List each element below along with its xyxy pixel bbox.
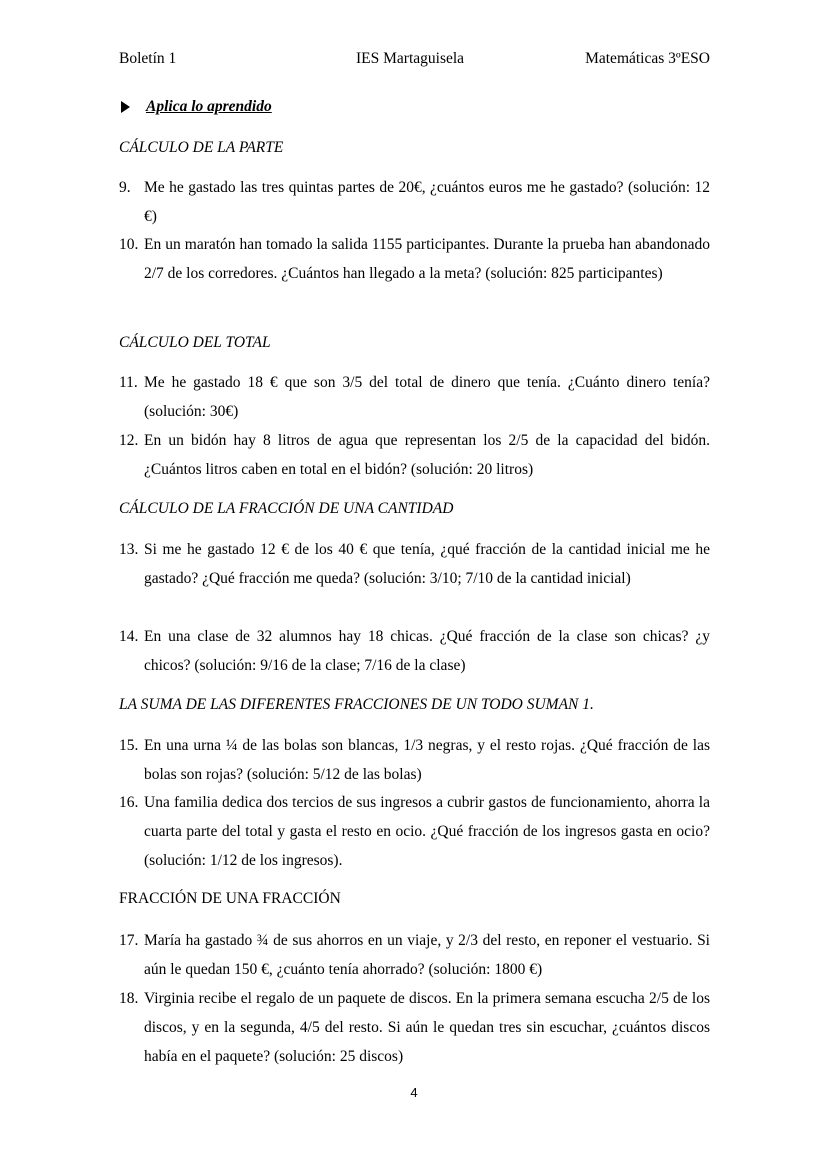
item-text: En una urna ¼ de las bolas son blancas, 1/3 negras, y el resto rojas. ¿Qué fracción de las bolas son rojas? (solución: 5/12 de las bolas) xyxy=(144,737,710,783)
item-number: 17. xyxy=(119,932,139,949)
list-item xyxy=(119,984,710,1071)
item-number: 14. xyxy=(119,628,139,645)
list-item xyxy=(119,535,710,593)
section-title: FRACCIÓN DE UNA FRACCIÓN xyxy=(119,890,341,907)
item-text: En un maratón han tomado la salida 1155 participantes. Durante la prueba han abandonado 2/7 de los corredores. ¿Cuántos han llegado a la meta? (solución: 825 participantes) xyxy=(144,236,710,282)
arrow-bullet-icon xyxy=(121,101,130,113)
item-text: En un bidón hay 8 litros de agua que representan los 2/5 de la capacidad del bidón. ¿Cuántos litros caben en total en el bidón? (solución: 20 litros) xyxy=(144,432,710,478)
section-title: CÁLCULO DE LA FRACCIÓN DE UNA CANTIDAD xyxy=(119,500,454,517)
item-text: Virginia recibe el regalo de un paquete de discos. En la primera semana escucha 2/5 de los discos, y en la segunda, 4/5 del resto. Si aún le quedan tres sin escuchar, ¿cuántos discos había en el paquete? (solución: 25 discos) xyxy=(144,990,710,1065)
item-text: Me he gastado 18 € que son 3/5 del total de dinero que tenía. ¿Cuánto dinero tenía? (solución: 30€) xyxy=(144,374,710,420)
list-item xyxy=(119,622,710,680)
header-left: Boletín 1 xyxy=(119,50,177,67)
item-text: María ha gastado ¾ de sus ahorros en un viaje, y 2/3 del resto, en reponer el vestuario. Si aún le quedan 150 €, ¿cuánto tenía ahorrado? (solución: 1800 €) xyxy=(144,932,710,978)
list-item xyxy=(119,788,710,875)
header-right: Matemáticas 3ºESO xyxy=(585,50,710,67)
section-title: CÁLCULO DEL TOTAL xyxy=(119,334,271,351)
list-item xyxy=(119,230,710,288)
item-number: 10. xyxy=(119,236,139,253)
item-number: 15. xyxy=(119,737,139,754)
item-text: Una familia dedica dos tercios de sus ingresos a cubrir gastos de funcionamiento, ahorra la cuarta parte del total y gasta el resto en ocio. ¿Qué fracción de los ingresos gasta en ocio? (solución: 1/12 de los ingresos). xyxy=(144,794,710,869)
item-number: 13. xyxy=(119,541,139,558)
list-item xyxy=(119,426,710,484)
item-text: Me he gastado las tres quintas partes de 20€, ¿cuántos euros me he gastado? (solución: 12 €) xyxy=(144,179,710,225)
item-number: 9. xyxy=(119,179,131,196)
page-number: 4 xyxy=(410,1085,418,1100)
list-item xyxy=(119,926,710,984)
item-text: Si me he gastado 12 € de los 40 € que tenía, ¿qué fracción de la cantidad inicial me he gastado? ¿Qué fracción me queda? (solución: 3/10; 7/10 de la cantidad inicial) xyxy=(144,541,710,587)
section-title: CÁLCULO DE LA PARTE xyxy=(119,139,284,156)
list-item xyxy=(119,731,710,789)
list-item xyxy=(119,173,710,231)
item-number: 16. xyxy=(119,794,139,811)
intro-heading-text: Aplica lo aprendido xyxy=(146,98,272,115)
item-number: 12. xyxy=(119,432,139,449)
item-number: 18. xyxy=(119,990,139,1007)
intro-heading xyxy=(119,98,710,116)
list-item xyxy=(119,368,710,426)
item-text: En una clase de 32 alumnos hay 18 chicas. ¿Qué fracción de la clase son chicas? ¿y chicos? (solución: 9/16 de la clase; 7/16 de la clase) xyxy=(144,628,710,674)
header-center: IES Martaguisela xyxy=(356,50,465,67)
section-title: LA SUMA DE LAS DIFERENTES FRACCIONES DE UN TODO SUMAN 1. xyxy=(119,696,594,713)
item-number: 11. xyxy=(119,374,138,391)
